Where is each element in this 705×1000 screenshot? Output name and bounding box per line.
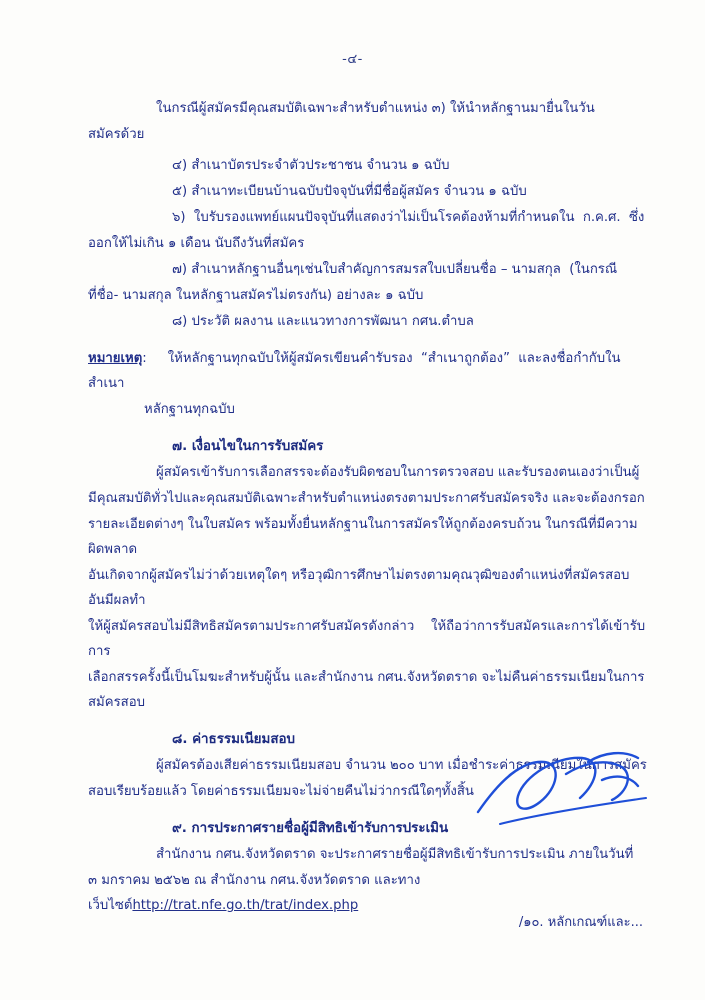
document-body	[88, 96, 647, 919]
page-number: -๔-	[342, 52, 363, 67]
list-item-7: ๗) สำเนาหลักฐานอื่นๆเช่นใบสำคัญการสมรสใบเปลี่ยนชื่อ – นามสกุล (ในกรณี	[172, 262, 618, 277]
paragraph-intro-cont: สมัครด้วย	[88, 127, 145, 142]
section-7-p5: ให้ผู้สมัครสอบไม่มีสิทธิสมัครตามประกาศรับสมัครดังกล่าว ให้ถือว่าการรับสมัครและการได้เข้ารับการ	[88, 619, 646, 659]
paragraph-intro: ในกรณีผู้สมัครมีคุณสมบัติเฉพาะสำหรับตำแหน่ง ๓) ให้นำหลักฐานมายื่นในวัน	[156, 101, 595, 116]
section-7-p1: ผู้สมัครเข้ารับการเลือกสรรจะต้องรับผิดชอบในการตรวจสอบ และรับรองตนเองว่าเป็นผู้	[156, 465, 640, 480]
list-item-5: ๕) สำเนาทะเบียนบ้านฉบับปัจจุบันที่มีชื่อผู้สมัคร จำนวน ๑ ฉบับ	[172, 184, 527, 199]
section-8-p2: สอบเรียบร้อยแล้ว โดยค่าธรรมเนียมจะไม่จ่ายคืนไม่ว่ากรณีใดๆทั้งสิ้น	[88, 784, 474, 799]
note-label: หมายเหตุ	[88, 351, 143, 366]
list-item-4: ๔) สำเนาบัตรประจำตัวประชาชน จำนวน ๑ ฉบับ	[172, 158, 450, 173]
note-line-2: หลักฐานทุกฉบับ	[144, 402, 235, 417]
section-9-p1: สำนักงาน กศน.จังหวัดตราด จะประกาศรายชื่อผู้มีสิทธิเข้ารับการประเมิน ภายในวันที่	[156, 847, 634, 862]
list-item-6-cont: ออกให้ไม่เกิน ๑ เดือน นับถึงวันที่สมัคร	[88, 236, 305, 251]
list-item-8: ๘) ประวัติ ผลงาน และแนวทางการพัฒนา กศน.ตำบล	[172, 314, 474, 329]
section-7-p4: อันเกิดจากผู้สมัครไม่ว่าด้วยเหตุใดๆ หรือวุฒิการศึกษาไม่ตรงตามคุณวุฒิของตำแหน่งที่สมัครสอบ อันมีผลทำ	[88, 568, 634, 608]
section-9-heading: ๙. การประกาศรายชื่อผู้มีสิทธิเข้ารับการประเมิน	[172, 821, 449, 836]
section-7-heading: ๗. เงื่อนไขในการรับสมัคร	[172, 439, 324, 454]
section-7-p3: รายละเอียดต่างๆ ในใบสมัคร พร้อมทั้งยื่นหลักฐานในการสมัครให้ถูกต้องครบถ้วน ในกรณีที่มีความผิดพลาด	[88, 517, 638, 557]
note-text: : ให้หลักฐานทุกฉบับให้ผู้สมัครเขียนคำรับรอง “สำเนาถูกต้อง” และลงชื่อกำกับในสำเนา	[88, 351, 621, 391]
section-8-heading: ๘. ค่าธรรมเนียมสอบ	[172, 732, 296, 747]
announcement-url[interactable]: http://trat.nfe.go.th/trat/index.php	[132, 898, 359, 913]
list-item-7-cont: ที่ชื่อ- นามสกุล ในหลักฐานสมัครไม่ตรงกัน) อย่างละ ๑ ฉบับ	[88, 288, 424, 303]
section-9-final-prefix: ๓ มกราคม ๒๕๖๒ ณ สำนักงาน กศน.จังหวัดตราด และทางเว็บไซต์	[88, 873, 421, 913]
note-line	[88, 346, 647, 396]
section-7-p2: มีคุณสมบัติทั่วไปและคุณสมบัติเฉพาะสำหรับตำแหน่งตรงตามประกาศรับสมัครจริง และจะต้องกรอก	[88, 491, 645, 506]
footer-note: /๑๐. หลักเกณฑ์และ...	[518, 915, 643, 930]
section-7-p6: เลือกสรรครั้งนี้เป็นโมฆะสำหรับผู้นั้น และสำนักงาน กศน.จังหวัดตราด จะไม่คืนค่าธรรมเนียมในการสมัครสอบ	[88, 670, 645, 710]
section-8-p1: ผู้สมัครต้องเสียค่าธรรมเนียมสอบ จำนวน ๒๐๐ บาท เมื่อชำระค่าธรรมเนียมในการสมัคร	[156, 758, 647, 773]
list-item-6: ๖) ใบรับรองแพทย์แผนปัจจุบันที่แสดงว่าไม่เป็นโรคต้องห้ามที่กำหนดใน ก.ค.ศ. ซึ่ง	[172, 210, 645, 225]
